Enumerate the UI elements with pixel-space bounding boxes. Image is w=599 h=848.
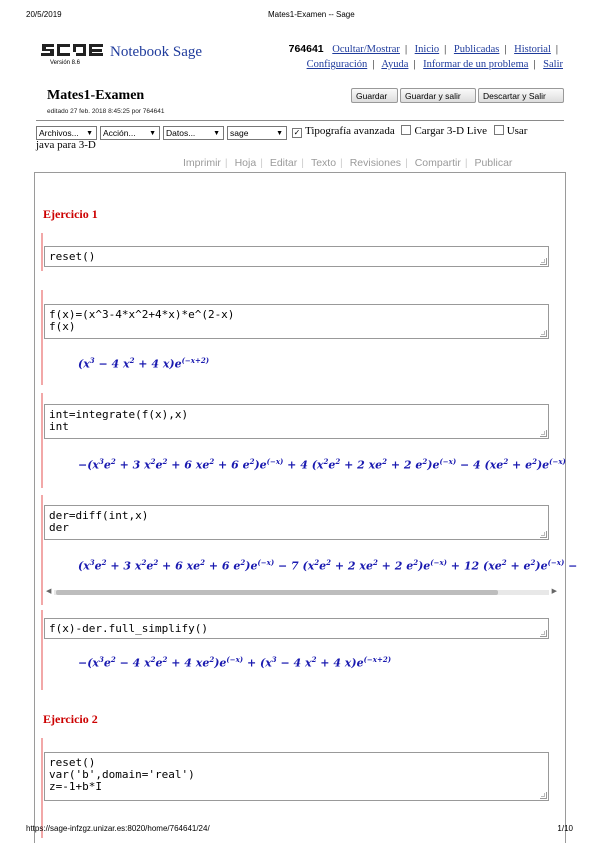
tab-revisions[interactable]: Revisiones	[349, 157, 402, 169]
print-title: Mates1-Examen -- Sage	[268, 10, 355, 19]
cell-input[interactable]: f(x)=(x^3-4*x^2+4*x)*e^(2-x) f(x)	[44, 304, 549, 339]
tab-share[interactable]: Compartir	[414, 157, 461, 169]
section-heading-1: Ejercicio 1	[43, 207, 98, 221]
app-title: Notebook Sage	[110, 44, 203, 60]
print-page: 1/10	[557, 824, 573, 833]
tab-worksheet[interactable]: Hoja	[234, 157, 257, 169]
cell-output: $-(x^3e^2 - 4$ $x^2e^2 + 4$ $xe^2)e^{(-x)} + (x^3 - 4$ $x^2 + 4$ $x)e^{(-x+2)}$	[78, 655, 392, 670]
version-label: Versión 8.6	[50, 60, 81, 66]
cell-input[interactable]: f(x)-der.full_simplify()	[44, 618, 549, 639]
cell-marker[interactable]	[41, 495, 43, 605]
live3d-checkbox[interactable]	[401, 125, 411, 135]
worksheet-edited: editado 27 feb. 2018 8:45:25 por 764641	[47, 108, 165, 115]
output-scrollbar[interactable]	[44, 587, 559, 597]
user-nav: 764641 Ocultar/Mostrar | Inicio | Publicadas | Historial | Configuración | Ayuda | Informar de un problema | Salir	[288, 43, 563, 70]
link-help[interactable]: Ayuda	[381, 59, 409, 70]
print-url: https://sage-infzgz.unizar.es:8020/home/764641/24/	[26, 824, 210, 833]
link-toggle[interactable]: Ocultar/Mostrar	[332, 44, 400, 55]
link-settings[interactable]: Configuración	[306, 59, 368, 70]
cell-marker[interactable]	[41, 738, 43, 838]
cell-input[interactable]: reset()	[44, 246, 549, 267]
data-menu-select[interactable]: Datos... ▼	[163, 126, 224, 140]
action-menu-select[interactable]: Acción... ▼	[100, 126, 160, 140]
tab-text[interactable]: Texto	[310, 157, 337, 169]
system-select[interactable]: sage ▼	[227, 126, 287, 140]
user-id: 764641	[288, 43, 324, 55]
typeset-checkbox[interactable]: ✓	[293, 128, 301, 137]
tab-print[interactable]: Imprimir	[183, 157, 221, 169]
section-heading-2: Ejercicio 2	[43, 712, 98, 726]
tab-edit[interactable]: Editar	[269, 157, 298, 169]
divider	[36, 120, 564, 121]
link-home[interactable]: Inicio	[414, 44, 440, 55]
cell-output: ($x^3 - 4$ $x^2 + 4$ $x)e^{(-x+2)}$	[78, 356, 210, 371]
tab-publish[interactable]: Publicar	[474, 157, 513, 169]
java3d-label: Usar	[506, 125, 528, 137]
cell-output: $-(x^3e^2 + 3$ $x^2e^2 + 6$ $xe^2 + 6$ $e^2)e^{(-x)} + 4$ ($x^2e^2 + 2$ $xe^2 + 2$ $e^2)e^{(-x)} - 4$ $(xe^2 + e^2)e^{(-x)}$	[78, 457, 566, 472]
save-exit-button[interactable]: Guardar y salir	[400, 88, 476, 103]
print-date: 20/5/2019	[26, 10, 62, 19]
cell-input[interactable]: int=integrate(f(x),x) int	[44, 404, 549, 439]
link-report[interactable]: Informar de un problema	[423, 59, 529, 70]
typeset-label: Tipografía avanzada	[305, 125, 395, 137]
link-published[interactable]: Publicadas	[453, 44, 500, 55]
cell-input[interactable]: der=diff(int,x) der	[44, 505, 549, 540]
cell-marker[interactable]	[41, 610, 43, 690]
discard-exit-button[interactable]: Descartar y Salir	[478, 88, 564, 103]
scroll-thumb[interactable]	[56, 590, 498, 595]
cell-marker[interactable]	[41, 393, 43, 488]
worksheet-title[interactable]: Mates1-Examen	[47, 88, 145, 103]
live3d-label: Cargar 3-D Live	[414, 125, 487, 137]
scroll-left-icon[interactable]: ◀	[46, 587, 52, 595]
java3d-label-cont: java para 3-D	[36, 139, 96, 151]
control-options	[288, 125, 527, 138]
link-logout[interactable]: Salir	[543, 59, 563, 70]
sage-logo-icon[interactable]	[40, 40, 106, 58]
cell-input[interactable]: reset() var('b',domain='real') z=-1+b*I	[44, 752, 549, 801]
scroll-right-icon[interactable]: ▶	[551, 587, 557, 595]
cell-output: ($x^3e^2 + 3$ $x^2e^2 + 6$ $xe^2 + 6$ $e^2)e^{(-x)} - 7$ ($x^2e^2 + 2$ $xe^2 + 2$ $e^2)e^{(-x)} + 12$ $(xe^2 + e^2)e^{(-x)}$ −	[78, 558, 578, 573]
worksheet-tabs: Imprimir | Hoja | Editar | Texto | Revisiones | Compartir | Publicar	[183, 157, 513, 169]
file-menu-select[interactable]: Archivos... ▼	[36, 126, 97, 140]
save-button[interactable]: Guardar	[351, 88, 398, 103]
cell-marker[interactable]	[41, 233, 43, 271]
link-history[interactable]: Historial	[514, 44, 551, 55]
cell-marker[interactable]	[41, 290, 43, 385]
java3d-checkbox[interactable]	[494, 125, 504, 135]
